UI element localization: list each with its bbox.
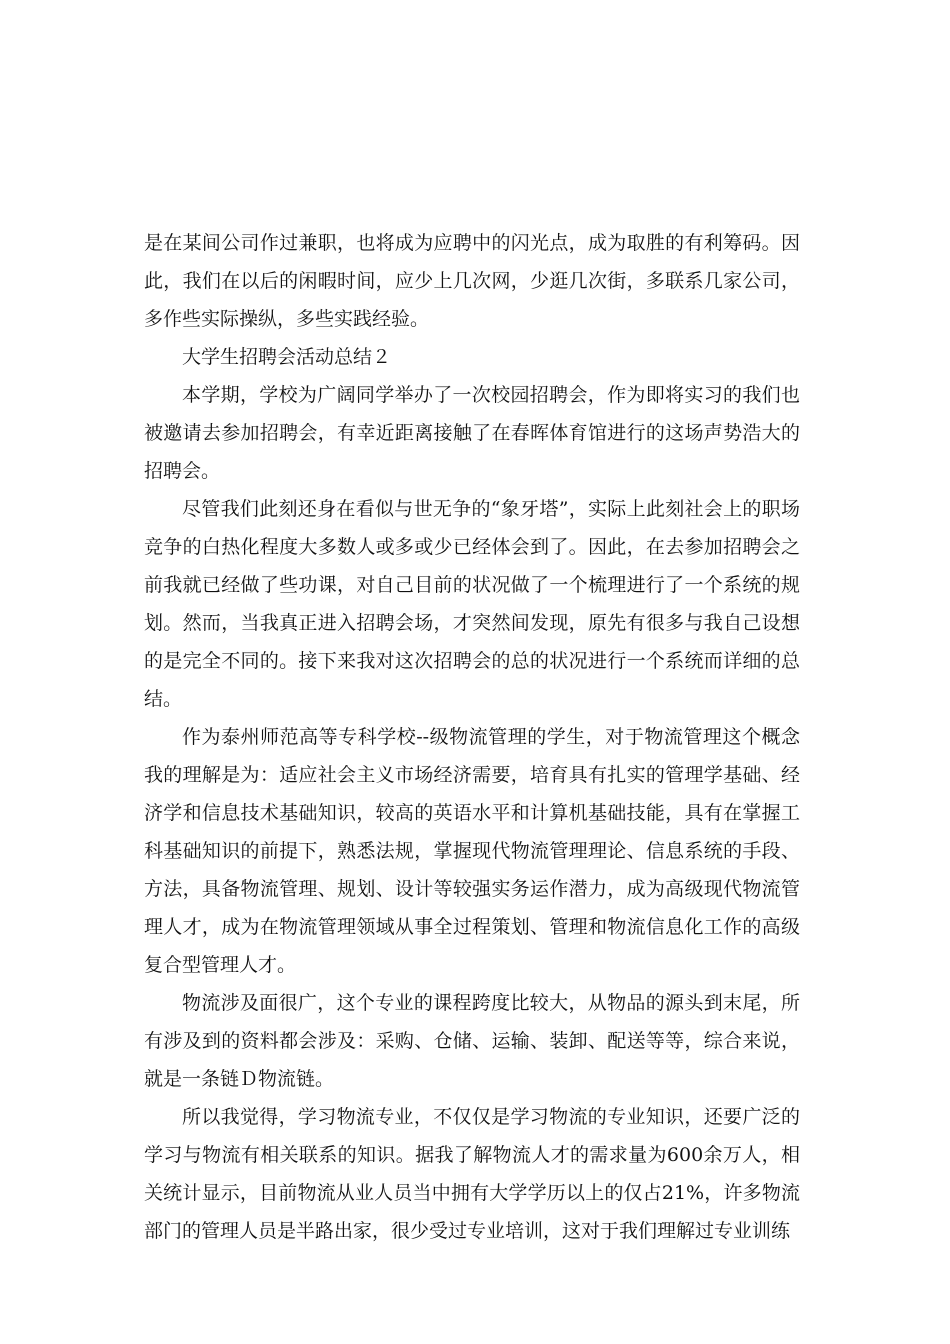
paragraph: 尽管我们此刻还身在看似与世无争的“象牙塔”，实际上此刻社会上的职场竞争的白热化程度大多数人或多或少已经体会到了。因此，在去参加招聘会之前我就已经做了些功课，对自己目前的状况做了一个梳理进行了一个系统的规划。然而，当我真正进入招聘会场，才突然间发现，原先有很多与我自己设想的是完全不同的。接下来我对这次招聘会的总的状况进行一个系统而详细的总结。	[144, 498, 800, 710]
paragraph: 本学期，学校为广阔同学举办了一次校园招聘会，作为即将实习的我们也被邀请去参加招聘会，有幸近距离接触了在春晖体育馆进行的这场声势浩大的招聘会。	[144, 384, 800, 482]
paragraph-continuation: 是在某间公司作过兼职，也将成为应聘中的闪光点，成为取胜的有利筹码。因此，我们在以后的闲暇时间，应少上几次网，少逛几次街，多联系几家公司，多作些实际操纵，多些实践经验。	[144, 232, 800, 330]
paragraph: 作为泰州师范高等专科学校--级物流管理的学生，对于物流管理这个概念我的理解是为：适应社会主义市场经济需要，培育具有扎实的管理学基础、经济学和信息技术基础知识，较高的英语水平和计算机基础技能，具有在掌握工科基础知识的前提下，熟悉法规，掌握现代物流管理理论、信息系统的手段、方法，具备物流管理、规划、设计等较强实务运作潜力，成为高级现代物流管理人才，成为在物流管理领域从事全过程策划、管理和物流信息化工作的高级复合型管理人才。	[144, 726, 800, 976]
paragraph: 所以我觉得，学习物流专业，不仅仅是学习物流的专业知识，还要广泛的学习与物流有相关联系的知识。据我了解物流人才的需求量为600余万人，相关统计显示，目前物流从业人员当中拥有大学学历以上的仅占21%，许多物流部门的管理人员是半路出家，很少受过专业培训，这对于我们理解过专业训练	[144, 1106, 800, 1242]
document-body	[144, 224, 800, 1250]
paragraph: 物流涉及面很广，这个专业的课程跨度比较大，从物品的源头到末尾，所有涉及到的资料都会涉及：采购、仓储、运输、装卸、配送等等，综合来说，就是一条链Ｄ物流链。	[144, 992, 800, 1090]
section-heading: 大学生招聘会活动总结２	[182, 346, 392, 368]
